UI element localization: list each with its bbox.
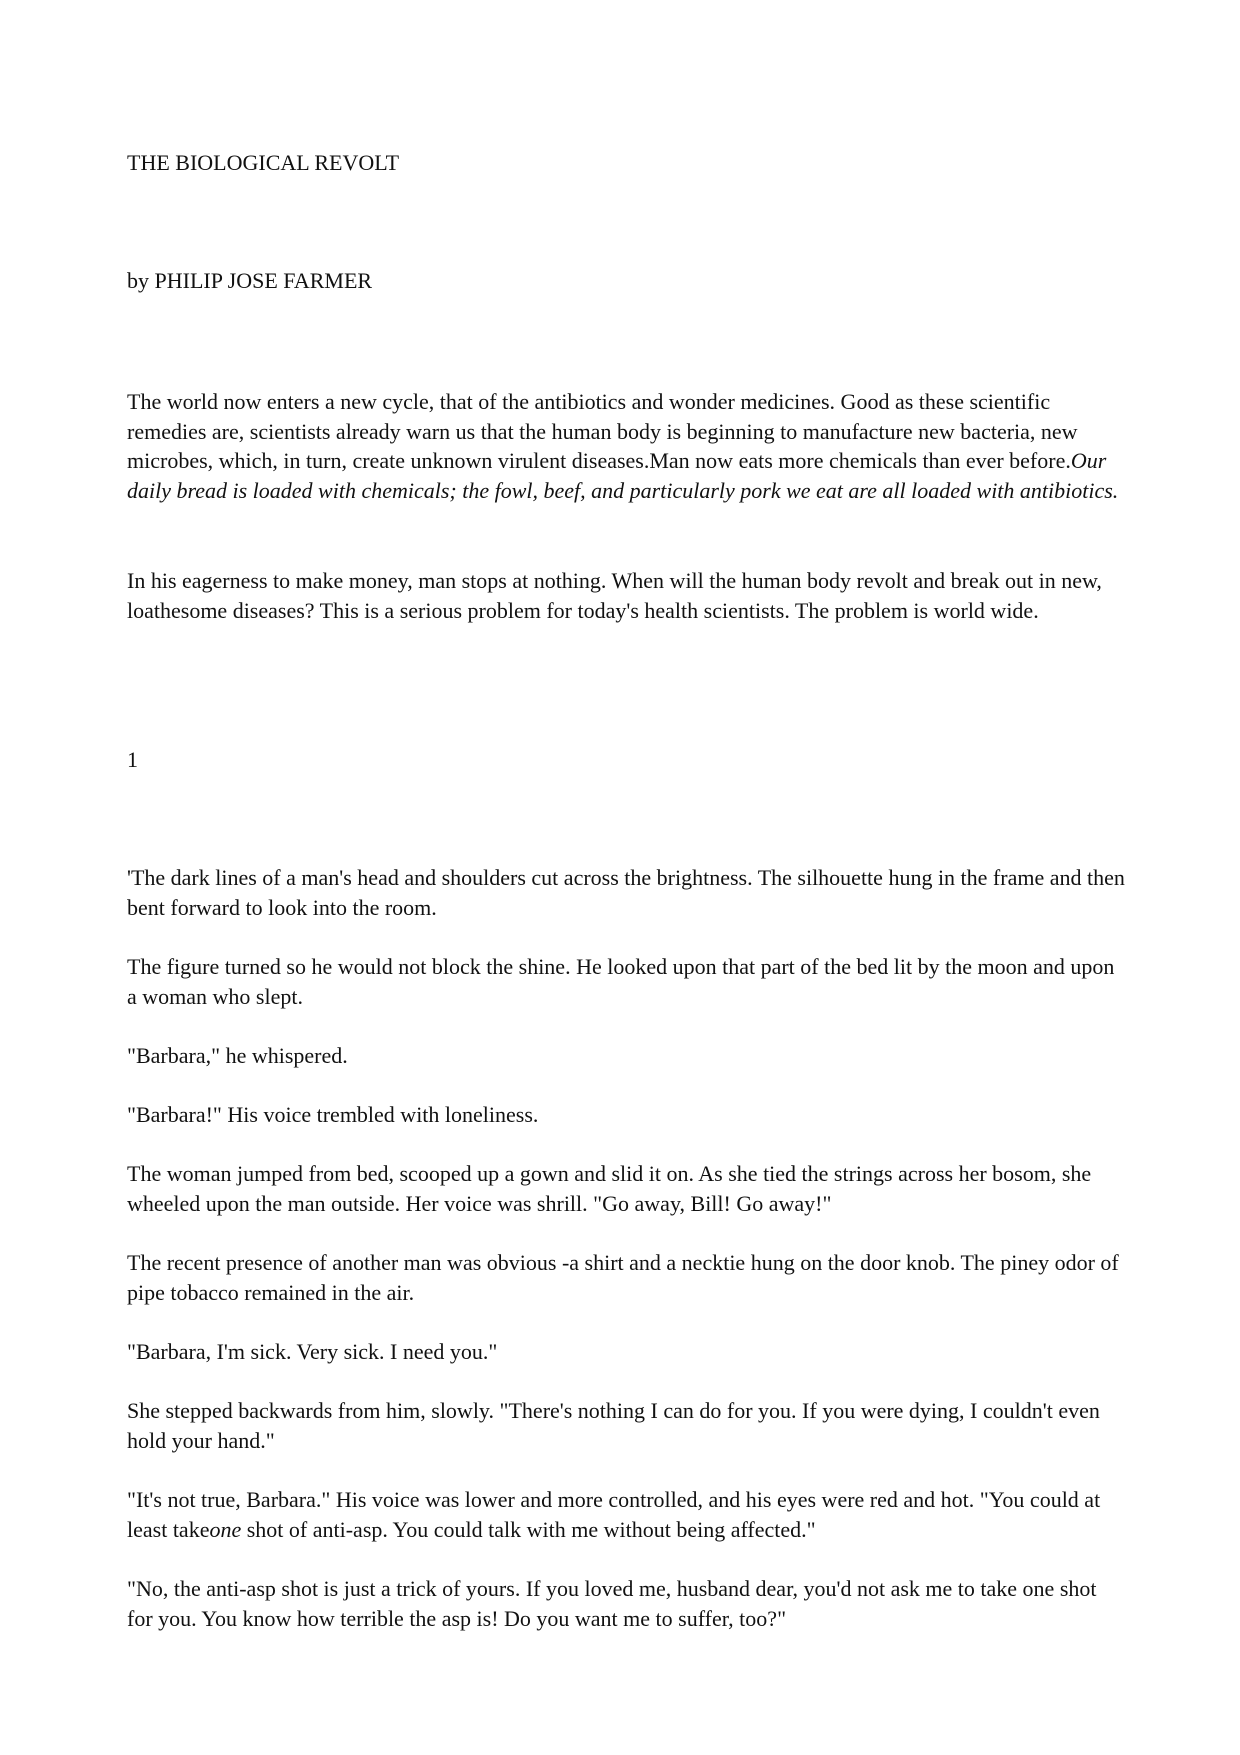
story-paragraph-1: 'The dark lines of a man's head and shoulders cut across the brightness. The silhouette hung in the frame and then bent forward to look into the room.: [127, 865, 1125, 920]
story-paragraph-9-text-after: shot of anti-asp. You could talk with me without being affected.": [241, 1516, 816, 1542]
intro-paragraph-1-text: The world now enters a new cycle, that of the antibiotics and wonder medicines. Good as these scientific remedies are, scientists already warn us that the human body is beginning to manufacture new bacteria, new microbes, which, in turn, create unknown virulent diseases.Man now eats more chemicals than ever before.: [127, 389, 1078, 473]
story-paragraph-9-italic-word: one: [209, 1516, 242, 1542]
story-paragraph-4: "Barbara!" His voice trembled with loneliness.: [127, 1102, 539, 1127]
intro-paragraph-1-italic-text: Our daily bread is loaded with chemicals; the fowl, beef, and particularly pork we eat are all loaded with antibiotics.: [127, 448, 1119, 503]
story-paragraph-9-text-before: "It's not true, Barbara." His voice was lower and more controlled, and his eyes were red and hot. "You could at least take: [127, 1487, 1101, 1542]
story-paragraph-5: The woman jumped from bed, scooped up a gown and slid it on. As she tied the strings across her bosom, she wheeled upon the man outside. Her voice was shrill. "Go away, Bill! Go away!": [127, 1161, 1092, 1216]
story-paragraph-10: "No, the anti-asp shot is just a trick of yours. If you loved me, husband dear, you'd not ask me to take one shot for you. You know how terrible the asp is! Do you want me to suffer, too?": [127, 1576, 1097, 1631]
story-paragraph-9: [127, 1485, 1127, 1544]
chapter-number: 1: [127, 747, 138, 772]
story-byline: by PHILIP JOSE FARMER: [127, 268, 373, 293]
story-paragraph-8: She stepped backwards from him, slowly. "There's nothing I can do for you. If you were dying, I couldn't even hold your hand.": [127, 1398, 1100, 1453]
story-paragraph-6: The recent presence of another man was obvious -a shirt and a necktie hung on the door knob. The piney odor of pipe tobacco remained in the air.: [127, 1250, 1119, 1305]
story-title: THE BIOLOGICAL REVOLT: [127, 150, 400, 175]
story-paragraph-3: "Barbara," he whispered.: [127, 1043, 348, 1068]
intro-paragraph-2: In his eagerness to make money, man stops at nothing. When will the human body revolt and break out in new, loathesome diseases? This is a serious problem for today's health scientists. The problem is world wide.: [127, 568, 1102, 623]
story-paragraph-2: The figure turned so he would not block the shine. He looked upon that part of the bed lit by the moon and upon a woman who slept.: [127, 954, 1115, 1009]
intro-paragraph-1: [127, 387, 1127, 505]
story-paragraph-7: "Barbara, I'm sick. Very sick. I need you.": [127, 1339, 498, 1364]
